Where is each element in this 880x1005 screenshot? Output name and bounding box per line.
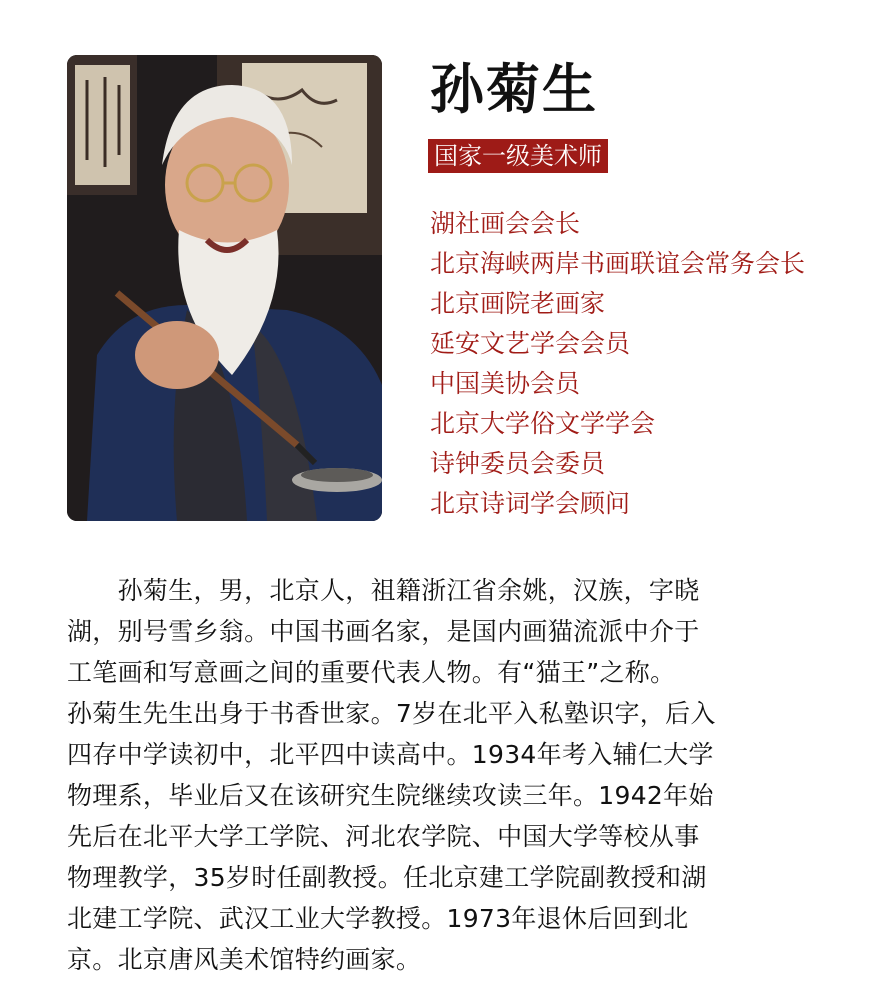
artist-name: 孙菊生 xyxy=(430,58,598,121)
artist-portrait xyxy=(67,55,382,521)
portrait-illustration xyxy=(67,55,382,521)
bio-line: 孙菊生先生出身于书香世家。7岁在北平入私塾识字，后入 xyxy=(67,699,716,728)
title-item: 北京诗词学会顾问 xyxy=(430,489,631,518)
titles-list xyxy=(430,204,805,524)
title-item: 湖社画会会长 xyxy=(430,209,581,238)
bio-line: 物理系，毕业后又在该研究生院继续攻读三年。1942年始 xyxy=(67,781,714,810)
bio-line: 物理教学，35岁时任副教授。任北京建工学院副教授和湖 xyxy=(67,863,707,892)
bio-line: 工笔画和写意画之间的重要代表人物。有“猫王”之称。 xyxy=(67,658,676,687)
bio-line: 四存中学读初中，北平四中读高中。1934年考入辅仁大学 xyxy=(67,740,714,769)
title-item: 北京大学俗文学学会 xyxy=(430,409,656,438)
title-item: 北京画院老画家 xyxy=(430,289,606,318)
rank-badge: 国家一级美术师 xyxy=(428,139,608,173)
bio-line: 先后在北平大学工学院、河北农学院、中国大学等校从事 xyxy=(67,822,700,851)
bio-line: 京。北京唐风美术馆特约画家。 xyxy=(67,945,422,974)
biography xyxy=(67,570,817,980)
title-item: 诗钟委员会委员 xyxy=(430,449,606,478)
bio-line: 孙菊生，男，北京人，祖籍浙江省余姚，汉族，字晓 xyxy=(67,576,700,605)
title-item: 北京海峡两岸书画联谊会常务会长 xyxy=(430,249,806,278)
title-item: 中国美协会员 xyxy=(430,369,581,398)
bio-line: 湖，别号雪乡翁。中国书画名家，是国内画猫流派中介于 xyxy=(67,617,700,646)
title-item: 延安文艺学会会员 xyxy=(430,329,631,358)
bio-line: 北建工学院、武汉工业大学教授。1973年退休后回到北 xyxy=(67,904,689,933)
